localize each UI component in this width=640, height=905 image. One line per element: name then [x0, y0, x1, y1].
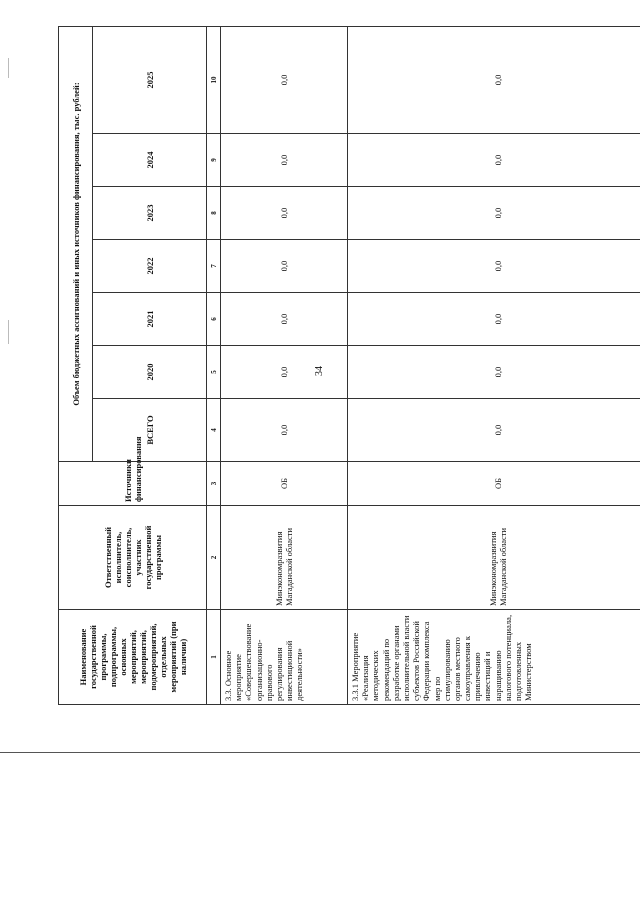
row-value: 0,0 [348, 26, 640, 133]
row-value: 0,0 [221, 293, 348, 346]
row-value: 0,0 [348, 240, 640, 293]
row-name: 3.3.1 Мероприятие «Реализация методических рекомендаций по разработке органами исполнительной власти субъектов Российской Федерации комплекса мер по стимулированию органов местного самоуправления к привлечению инвестиций и наращиванию налогового потенциала, подготовленных Министерством [350, 614, 534, 701]
column-number: 5 [207, 346, 221, 399]
column-number: 4 [207, 399, 221, 462]
column-number: 6 [207, 293, 221, 346]
row-name-cell [221, 610, 348, 705]
column-numbers-row [207, 26, 221, 704]
scan-margin-mark [8, 58, 9, 78]
row-value: 0,0 [348, 134, 640, 187]
table-row [348, 26, 640, 704]
header-year: 2020 [93, 346, 207, 399]
scan-margin-mark [8, 320, 9, 344]
column-number: 10 [207, 26, 221, 133]
row-value: 0,0 [348, 293, 640, 346]
row-value: 0,0 [221, 240, 348, 293]
financing-table [58, 26, 640, 705]
column-number: 9 [207, 134, 221, 187]
header-name: Наименование государственной программы, подпрограммы, основных мероприятий, мероприятий, подмероприятий, отдельных мероприятий (при наличии) [59, 610, 207, 705]
row-value: 0,0 [221, 187, 348, 240]
row-value: 0,0 [348, 187, 640, 240]
page-number: 34 [314, 366, 325, 376]
header-year: 2025 [93, 26, 207, 133]
column-number: 7 [207, 240, 221, 293]
row-responsible: Минэкономразвития Магаданской области [348, 506, 640, 610]
row-value: 0,0 [348, 399, 640, 462]
header-year: 2021 [93, 293, 207, 346]
row-responsible: Минэкономразвития Магаданской области [221, 506, 348, 610]
header-year: 2023 [93, 187, 207, 240]
column-number: 1 [207, 610, 221, 705]
row-value: 0,0 [221, 346, 348, 399]
header-volume: Объем бюджетных ассигнований и иных источников финансирования, тыс. рублей: [59, 26, 93, 461]
row-value: 0,0 [221, 134, 348, 187]
row-name-cell [348, 610, 640, 705]
header-responsible: Ответственный исполнитель, соисполнитель, участник государственной программы [59, 506, 207, 610]
header-year: 2024 [93, 134, 207, 187]
row-value: 0,0 [221, 399, 348, 462]
table-row [221, 26, 348, 704]
column-number: 2 [207, 506, 221, 610]
header-source: Источники финансирования [59, 462, 207, 506]
column-number: 3 [207, 462, 221, 506]
row-source: ОБ [221, 462, 348, 506]
header-year: 2022 [93, 240, 207, 293]
page-bottom-rule [0, 752, 640, 753]
row-value: 0,0 [348, 346, 640, 399]
rotated-page-content [58, 27, 640, 705]
row-value: 0,0 [221, 26, 348, 133]
row-source: ОБ [348, 462, 640, 506]
column-number: 8 [207, 187, 221, 240]
header-total: ВСЕГО [93, 399, 207, 462]
row-name: 3.3. Основное мероприятие «Совершенствование организационно-правового регулирования инвестиционной деятельности» [223, 623, 305, 701]
